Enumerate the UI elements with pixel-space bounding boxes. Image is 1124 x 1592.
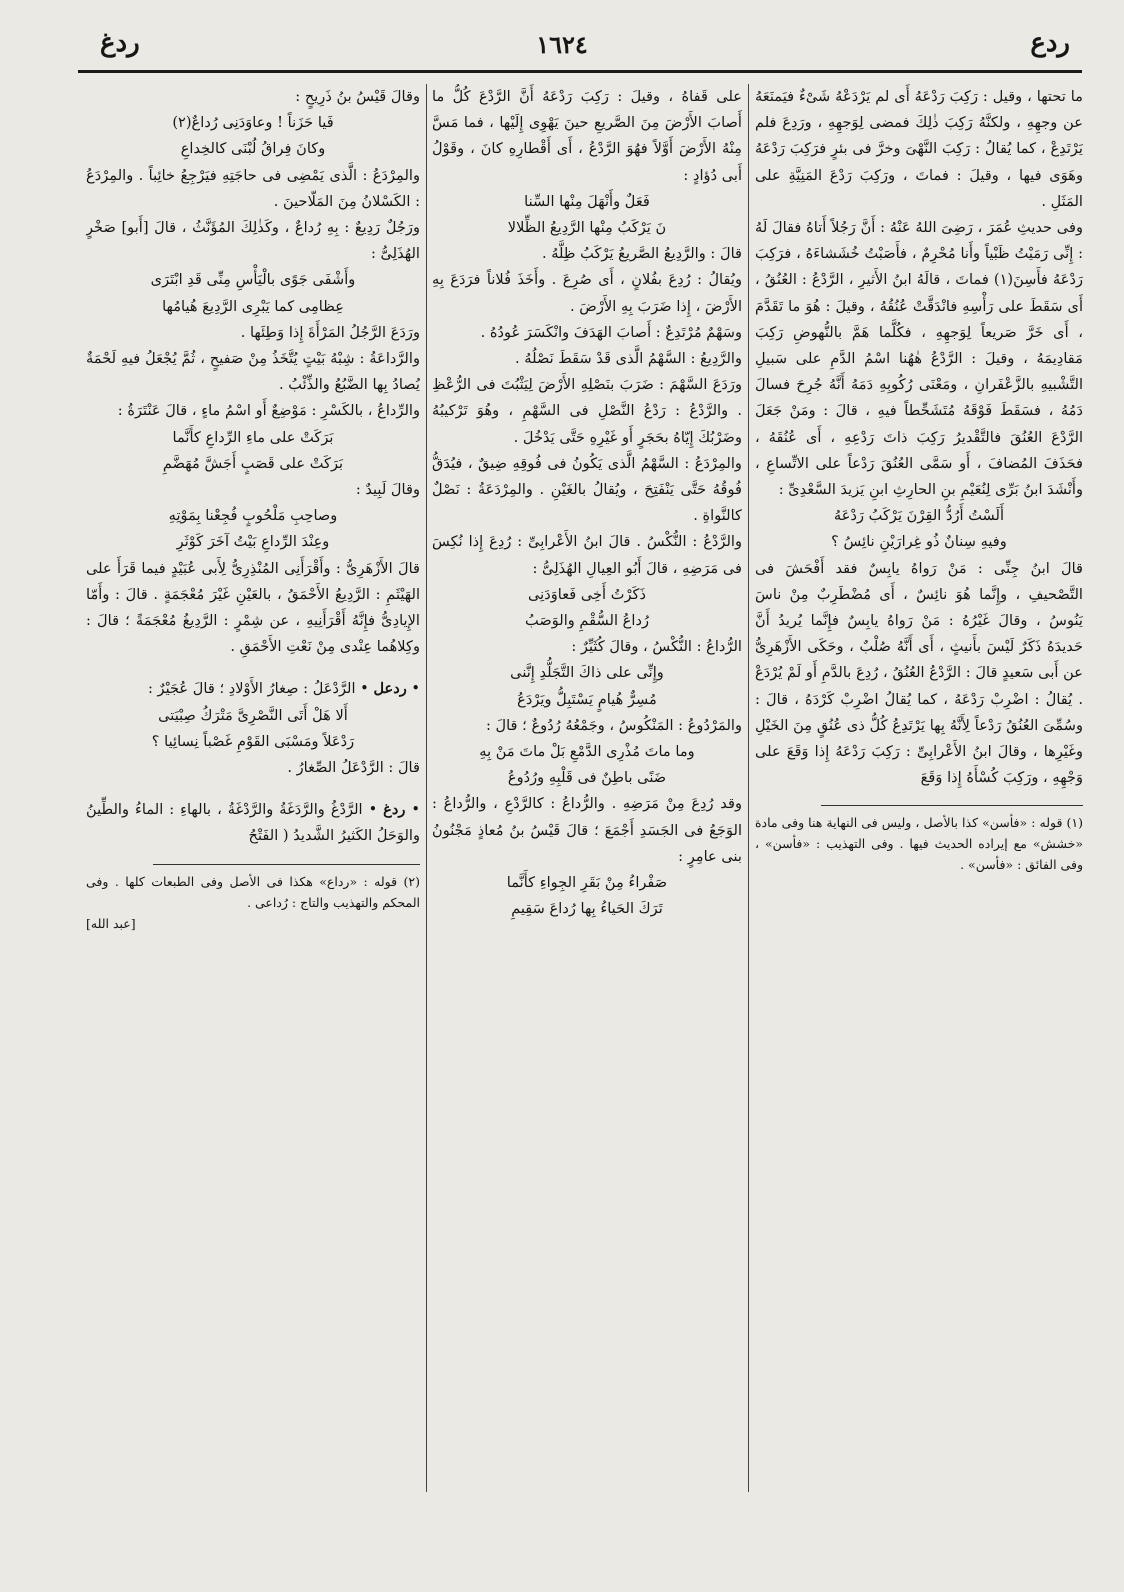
entry-text: الرَّدْعَلُ : صِغارُ الأَوْلادِ ؛ قالَ عُجَيْرٌ : xyxy=(148,680,356,698)
paragraph: وقد رُدِعَ مِنْ مَرَضِهِ . والرُّداعُ : كالرَّدْعِ ، والرُّداعُ : الوَجَعُ فى الجَسَدِ أَجْمَعَ ؛ قالَ قَيْسُ بنُ مُعاذٍ مَجْنُونُ بنى عامِرٍ : xyxy=(432,795,742,865)
verse-line: مُسِرٌّ هُيامٍ يَسْتَبِلُّ ويَرْدَعُ xyxy=(517,690,657,708)
verse-line: عِظامِى كما يَبْرِى الرَّدِيعَ هُيامُها xyxy=(162,297,344,315)
verse-line: ضَنًى باطِنٌ فى قَلْبِهِ ورُدُوعُ xyxy=(507,769,667,787)
paragraph: ورَدَعَ السَّهْمَ : ضَرَبَ بنَصْلِهِ الأَرْضَ لِيَثْبُتَ فى الرُّعْظِ . والرَّدْعُ : رَدْعُ النَّصْلِ فى السَّهْمِ ، وهُوَ تَرْكيبُهُ وضَرْبُكَ إِيّاهُ بحَجَرٍ أَو غَيْرِهِ حَتَّى يَدْخُلَ . xyxy=(432,376,742,446)
paragraph: قالَ الأَزْهَرِىُّ : وأَقْرَأَنِى المُنْذِرِىُّ لِأَبى عُبَيْدٍ فيما قَرَأَ على الهَيْثَمِ : الرَّدِيعُ الأَحْمَقُ ، بالعَيْنِ غَيْرَ مُعْجَمَةٍ . قالَ : وأَمّا الإِيادِىُّ فإِنَّهُ أَقْرَأَنِيهِ ، عن شِمْرٍ : الرَّدِيغُ مُعْجَمَةً ؛ قالَ : وكِلاهُما عِنْدى مِنْ نَعْتِ الأَحْمَقِ . xyxy=(86,559,420,656)
paragraph: وفى حديثِ عُمَرَ ، رَضِىَ اللهُ عَنْهُ : أَنَّ رَجُلاً أَتاهُ فقالَ لَهُ : إِنِّى رَمَيْتُ ظَبْياً وأَنا مُحْرِمٌ ، فأَصَبْتُ خُشَشاءَهُ ، فرَكِبَ رَدْعَهُ فأَسِنَ(١) فماتَ ، قالَهُ ابنُ الأَثيرِ ، الرَّدْعُ : العُنُقُ ، أَى سَقَطَ على رَأْسِهِ فانْدَقَّتْ عُنُقُهُ ، وقيلَ : هُوَ ما تَقَدَّمَ ، أَى خَرَّ صَريعاً لِوَجهِهِ ، فكُلَّما هَمَّ بالنُّهوضِ رَكِبَ مَقادِيمَهُ ، وقيلَ : الرَّدْعُ هٰهُنا اسْمُ الدَّمِ على سَبيلِ التَّشْبيهِ بالزَّعْفَرانِ ، ومَعْنَى رُكُوبِهِ دَمَهُ أَنَّهُ جُرِحَ فسالَ دَمُهُ ، فسَقَطَ فَوْقَهُ مُتَشَحِّطاً فيهِ ، قالَ : ومَنْ جَعَلَ الرَّدْعَ العُنُقَ فالتَّقْديرُ رَكِبَ ذاتَ رَدْعِهِ ، أَى عُنُقَهُ ، فحَذَفَ المُضافَ ، أَو سَمَّى العُنُقَ رَدْعاً على الاتِّساعِ ، وأَنْشَدَ ابنُ بَرِّى لِنُعَيْمِ بنِ الحارِثِ ابنِ يَزيدَ السَّعْدِىِّ : xyxy=(755,219,1083,499)
paragraph: والمِرْدَعُ : السَّهْمُ الَّذى يَكُونُ فى فُوقِهِ ضِيقٌ ، فيُدَقُّ فُوقُهُ حَتَّى يَنْفَتِحَ ، ويُقالُ بالغَيْنِ . والمِرْدَعَةُ : نَصْلٌ كالنَّواةِ . xyxy=(432,454,742,525)
verse-line: وإِنِّى على ذاكَ التَّجَلُّدِ إِنَّنى xyxy=(510,664,664,682)
paragraph: قالَ ابنُ جِنِّى : مَنْ رَواهُ يابِسٌ فقد أَفْحَشَ فى التَّصْحيفِ ، وإِنَّما هُوَ نائِسٌ ، أَى مُضْطَرِبٌ مِنْ ناسَ يَنُوسُ ، وقالَ غَيْرُهُ : مَنْ رَواهُ يابِسٌ فإِنَّما يُريدُ أَنَّ حَديدَهُ ذَكَرٌ لَيْسَ بأَنيثٍ ، أَى أَنَّهُ صُلْبٌ ، وحَكَى الأَزْهَرِىُّ عن أَبى سَعيدٍ قالَ : الرَّدْعُ العُنُقُ ، رُدِعَ بالدَّمِ أَو لَمْ يُرْدَعْ . يُقالُ : اضْرِبْ رَدْعَهُ ، كما يُقالُ اضْرِبْ كَرْدَهُ ، قالَ : وسُمِّىَ العُنُقُ رَدْعاً لِأَنَّهُ بِها يَرْتَدِعُ كُلُّ ذى عُنُقٍ مِنَ الخَيْلِ وغَيْرِها ، وقالَ ابنُ الأَعْرابِىِّ : رَكِبَ رَدْعَهُ إِذا وَقَعَ على وَجْهِهِ ، ورَكِبَ كُسْأَهُ إِذا وَقَعَ xyxy=(755,559,1083,787)
paragraph: والمِرْدَعُ : الَّذى يَمْضِى فى حاجَتِهِ فيَرْجِعُ خائِباً . والمِرْدَعُ : الكَسْلانُ مِنَ المَلّاحينَ . xyxy=(86,166,420,210)
paragraph: الرُّداعُ : النُّكْسُ ، وقالَ كُثَيِّرٌ : xyxy=(571,638,742,656)
paragraph: والرَّداعَةُ : شِبْهُ بَيْتٍ يُتَّخَذُ مِنْ صَفيحٍ ، ثُمَّ يُجْعَلُ فيهِ لَحْمَةٌ يُصادُ بِها الضَّبُعُ والذِّئْبُ . xyxy=(86,350,420,394)
dictionary-entry: • ردعل • الرَّدْعَلُ : صِغارُ الأَوْلادِ ؛ قالَ عُجَيْرٌ : xyxy=(148,680,420,698)
verse-line: نَ يَرْكَبُ مِنْها الرَّدِيعُ الظِّلالا xyxy=(507,219,667,237)
paragraph: والرِّداعُ ، بالكَسْرِ : مَوْضِعٌ أَو اسْمُ ماءٍ ، قالَ عَنْتَرَةُ : xyxy=(117,402,420,420)
page-header xyxy=(40,8,1084,68)
verse-line: ذَكَرْتُ أَخِى فَعاوَدَنِى xyxy=(528,585,646,603)
verse-line: وصاحِبِ مَلْحُوبٍ فُجِعْنا بِمَوْتِهِ xyxy=(168,507,338,525)
verse-line: فَيا حَزَناً ! وعاوَدَنِى رُداعٌ(٢) xyxy=(172,114,334,132)
footnote: (١) قوله : «فأسن» كذا بالأصل ، وليس فى النهاية هنا وفى مادة «خشش» مع إيراده الحديث فيها . وفى التهذيب : «فأسن» ، وفى الفائق : «فأسن» . xyxy=(755,815,1083,873)
verse-line: فَعَلٌ وأَنْهَلَ مِنْها السِّنا xyxy=(524,192,650,210)
dictionary-entry: • ردغ • الرَّدْغُ والرَّدَغَةُ والرَّدْغَةُ ، بالهاءِ : الماءُ والطِّينُ والوَحَلُ الكَثيرُ الشَّديدُ ( الفَتْحُ xyxy=(86,801,420,845)
entry-headword: ردغ xyxy=(383,801,406,819)
verse-line: رَدْعَلاً ومَسْبَى القَوْمِ غَصْباً نِسائِيا ؟ xyxy=(151,732,355,750)
verse-line: تَرَكَ الحَياءُ بِها رُداعَ سَقِيمِ xyxy=(511,900,663,918)
verse-line: بَرَكَتْ على ماءِ الرِّداعِ كأَنَّما xyxy=(172,428,334,446)
footnote-rule xyxy=(153,864,420,865)
verse-line: وما ماتَ مُذْرِى الدَّمْعِ بَلْ ماتَ مَنْ بِهِ xyxy=(479,743,695,761)
paragraph: ورَجُلٌ رَدِيعٌ : بِهِ رُداعٌ ، وكَذٰلِكَ المُؤَنَّثُ ، قالَ [أَبو] صَخْرٍ الهُذَلِىُّ : xyxy=(86,219,420,263)
paragraph: قالَ : والرَّدِيعُ الصَّريعُ يَرْكَبُ ظِلَّهُ . xyxy=(541,245,742,263)
verse-line: أَلَسْتُ أَرُدُّ القِرْنَ يَرْكَبُ رَدْعَهُ xyxy=(833,507,1005,525)
verse-line: وكانَ فِراقُ لُبْنَى كالخِداعِ xyxy=(180,140,326,158)
verse-line: أَلا هَلْ أَتَى النَّصْرِىَّ مَتْرَكُ صِبْيَتى xyxy=(158,706,348,724)
page-number: ١٦٢٤ xyxy=(536,30,588,59)
column-divider-right xyxy=(748,84,749,1492)
paragraph: ويُقالُ : رُدِعَ بفُلانٍ ، أَى صُرِعَ . وأَخَذَ فُلاناً فرَدَعَ بِهِ الأَرْضَ ، إِذا ضَرَبَ بِهِ الأَرْضَ . xyxy=(432,271,742,315)
verse-line: بَرَكَتْ على قَصَبٍ أَجَشَّ مُهَضَّمِ xyxy=(162,454,344,472)
header-rule xyxy=(78,70,1082,73)
paragraph: وسَهْمٌ مُرْتَدِعٌ : أَصابَ الهَدَفَ وانْكَسَرَ عُودُهُ . xyxy=(480,323,742,341)
paragraph: والرَّدْعُ : النُّكْسُ . قالَ ابنُ الأَعْرابِىِّ : رُدِعَ إِذا نُكِسَ فى مَرَضِهِ ، قالَ أَبُو العِيالِ الهُذَلِىُّ : xyxy=(432,533,742,577)
footnote-signature: [عبد الله] xyxy=(86,915,136,931)
column-middle xyxy=(432,84,742,1492)
header-left-word: ردغ xyxy=(100,28,140,58)
paragraph: وقالَ قَيْسُ بنُ ذَرِيحٍ : xyxy=(295,88,420,105)
paragraph: وقالَ لَبِيدٌ : xyxy=(355,481,420,499)
paragraph: ورَدَعَ الرَّجُلُ المَرْأَةَ إِذا وَطِئَها . xyxy=(240,323,420,341)
verse-line: وعِنْدَ الرِّداعِ بَيْتُ آخَرَ كَوْثَرِ xyxy=(176,533,330,551)
entry-headword: ردعل xyxy=(373,680,407,698)
verse-line: وفيهِ سِنانٌ ذُو غِرارَيْنِ نائِسُ ؟ xyxy=(831,533,1007,551)
column-divider-left xyxy=(426,84,427,1492)
entry-text: الرَّدْغُ والرَّدَغَةُ والرَّدْغَةُ ، بالهاءِ : الماءُ والطِّينُ والوَحَلُ الكَثيرُ الشَّديدُ ( الفَتْحُ xyxy=(86,801,420,845)
column-right xyxy=(755,84,1083,1492)
paragraph: ما تحتها ، وقيل : رَكِبَ رَدْعَهُ أَى لم يَرْدَعْهُ شَىْءٌ فيَمنَعَهُ عن وجهِهِ ، ولكنَّهُ رَكِبَ ذٰلِكَ فمضى لِوَجهِهِ ، ورَدِعَ فلم يَرْتَدِعْ ، كما يُقالُ : رَكِبَ النَّهْىَ وخرَّ فى بئرٍ فرَكِبَ رَدْعَهُ وهَوَى فيها ، وقيلَ : فماتَ ، ورَكِبَ رَدْعَ المَنِيَّةِ على المَثَلِ . xyxy=(755,88,1083,210)
paragraph: والمَرْدُوعُ : المَنْكُوسُ ، وجَمْعُهُ رُدُوعٌ ؛ قالَ : xyxy=(485,716,742,734)
header-right-word: ردع xyxy=(1030,28,1070,58)
paragraph: على قَفاهُ ، وقيلَ : رَكِبَ رَدْعَهُ أَنَّ الرَّدْعَ كُلُّ ما أَصابَ الأَرْضَ مِنَ الصَّريعِ حينَ يَهْوِى إِلَيْها ، فما مَسَّ مِنْهُ الأَرْضَ أَوَّلاً فهُوَ الرَّدْعُ ، أَى أَقْطارِهِ كانَ ، وقَوْلُ أَبى دُؤادٍ : xyxy=(432,88,742,184)
paragraph: والرَّدِيعُ : السَّهْمُ الَّذى قَدْ سَقَطَ نَصْلُهُ . xyxy=(515,350,742,368)
verse-line: وأَشْفَى جَوًى بالْيَأْسِ مِنِّى قَدِ ابْتَرَى xyxy=(150,271,356,289)
footnote: (٢) قوله : «رداع» هكذا فى الأصل وفى الطبعات كلها . وفى المحكم والتهذيب والتاج : رُداعى . xyxy=(86,873,420,910)
column-left xyxy=(86,84,420,1492)
verse-line: رُداعُ السُّقْمِ والوَصَبُ xyxy=(524,612,649,630)
verse-line: صَفْراءُ مِنْ بَقَرِ الجِواءِ كأَنَّما xyxy=(506,874,668,892)
paragraph: قالَ : الرَّدْعَلُ الصِّغارُ . xyxy=(287,759,420,777)
footnote-rule xyxy=(821,805,1083,806)
